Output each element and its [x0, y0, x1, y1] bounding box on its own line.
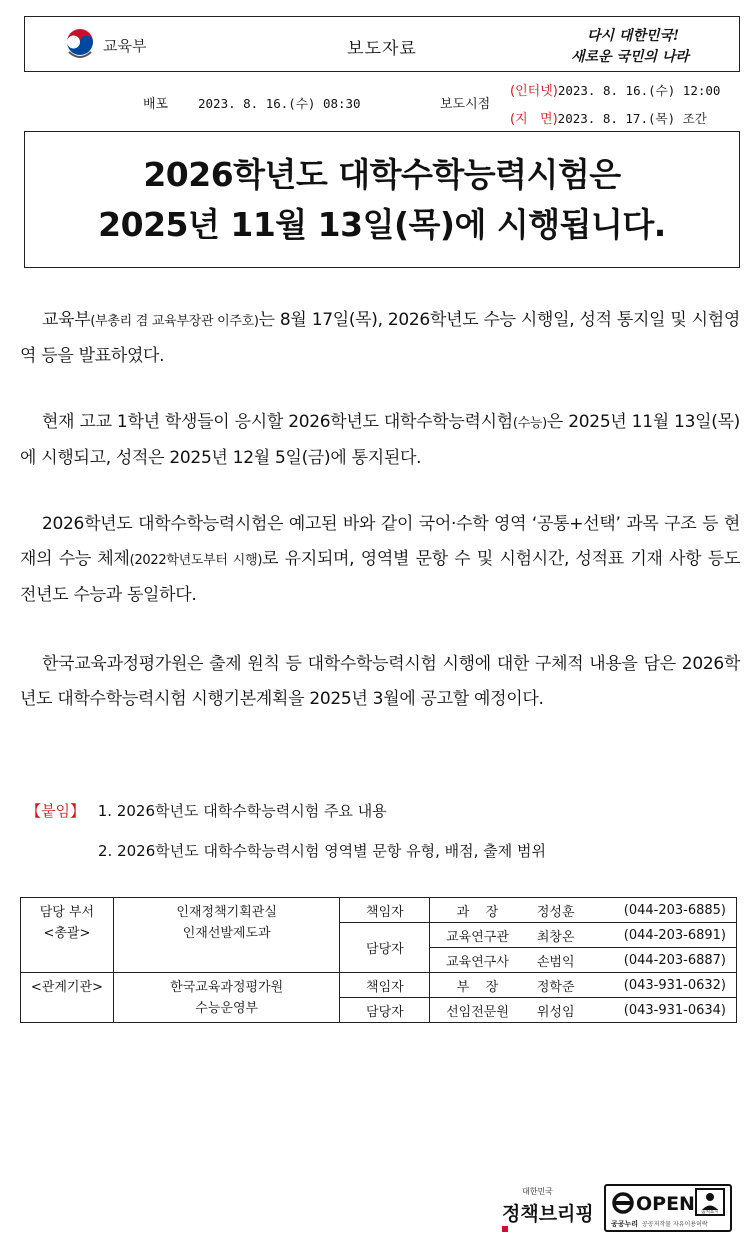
name-cell: 최창온	[525, 923, 587, 948]
role-cell: 담당자	[340, 923, 430, 973]
p3-text-b: 로 유지되며, 영역별 문항 수 및 시험시간, 성적표 기재 사항 등도 전년도 수능과 동일하다.	[20, 549, 740, 605]
p3-text-small: (2022학년도부터 시행)	[129, 553, 263, 568]
p1-text-a: 교육부	[42, 310, 91, 330]
attachment-item-2	[98, 840, 546, 861]
attachment-label: 【붙임】	[26, 802, 85, 820]
p2-text-a: 현재 고교 1학년 학생들이 응시할 2026학년도 대학수학능력시험	[42, 412, 513, 432]
person-icon	[706, 1193, 714, 1201]
distribution-value: 2023. 8. 16.(수) 08:30	[198, 96, 361, 111]
dept-name-1: 인재정책기획관실	[176, 905, 277, 920]
p2-text-small: (수능)	[512, 416, 547, 431]
headline-line-2: 2025년 11월 13일(목)에 시행됩니다.	[98, 204, 666, 244]
p1-text-b: 는 8월 17일(목), 2026학년도 수능 시행일, 성적 통지일 및 시험영역 등을 발표하였다.	[20, 310, 740, 366]
dept-name-cell	[113, 898, 340, 973]
report-time-label: 보도시점	[440, 97, 491, 112]
dept-label-2: <총괄>	[43, 926, 91, 941]
headline-line-1: 2026학년도 대학수학능력시험은	[143, 154, 621, 194]
title-cell: 교육연구사	[430, 948, 525, 973]
name-cell: 위성임	[525, 998, 587, 1023]
table-row	[21, 898, 737, 923]
press-release-header	[24, 16, 740, 72]
slogan-calligraphy	[559, 21, 719, 67]
policy-briefing-logo	[500, 1184, 600, 1234]
attachment-1-text: 1. 2026학년도 대학수학능력시험 주요 내용	[97, 802, 387, 820]
org-name-2: 수능운영부	[195, 1001, 259, 1016]
internet-release-row	[510, 80, 720, 99]
p1-text-small: (부총리 겸 교육부장관 이주호)	[90, 314, 259, 329]
name-cell: 정성훈	[525, 898, 587, 923]
p3-text-a: 2026학년도 대학수학능력시험은 예고된 바와 같이 국어·수학 영역 ‘공통+선택’ 과목 구조 등 현재의 수능 체제	[20, 514, 740, 569]
org-name-1: 한국교육과정평가원	[170, 980, 284, 995]
role-cell: 담당자	[340, 998, 430, 1023]
org-label-cell: <관계기관>	[21, 973, 114, 1023]
open-text: OPEN	[636, 1193, 695, 1215]
document-type: 보도자료	[347, 39, 417, 59]
p2-text-b: 은 2025년 11월 13일(목)에 시행되고, 성적은 2025년 12월 5일(금)에 통지된다.	[20, 412, 740, 468]
table-row	[21, 973, 737, 998]
dept-name-2: 인재선발제도과	[182, 926, 271, 941]
title-cell: 교육연구관	[430, 923, 525, 948]
paragraph-1	[20, 303, 740, 374]
paper-release-row	[510, 108, 707, 127]
release-dates	[0, 78, 755, 128]
org-name-cell	[113, 973, 340, 1023]
role-cell: 책임자	[340, 973, 430, 998]
dept-label-1: 담당 부서	[39, 905, 95, 920]
slogan-line-2: 새로운 국민의 나라	[571, 49, 689, 65]
phone-cell: (044-203-6885)	[587, 898, 737, 923]
paragraph-2	[20, 405, 740, 476]
open-desc-text: 공공저작물 자유이용허락	[642, 1221, 708, 1228]
name-cell: 정학준	[525, 973, 587, 998]
internet-label: (인터넷)	[510, 84, 558, 99]
briefing-small-text: 대한민국	[522, 1187, 553, 1196]
attachment-2-text: 2. 2026학년도 대학수학능력시험 영역별 문항 유형, 배점, 출제 범위	[98, 842, 546, 860]
ministry-name: 교육부	[103, 36, 147, 55]
headline-box	[24, 131, 740, 268]
contact-table	[20, 897, 737, 1023]
phone-cell: (043-931-0634)	[587, 998, 737, 1023]
open-badge-graphic	[606, 1186, 730, 1230]
paper-value: 2023. 8. 17.(목) 조간	[557, 111, 707, 126]
phone-cell: (043-931-0632)	[587, 973, 737, 998]
phone-cell: (044-203-6891)	[587, 923, 737, 948]
phone-cell: (044-203-6887)	[587, 948, 737, 973]
kogl-open-badge	[604, 1184, 732, 1232]
slogan-line-1: 다시 대한민국!	[587, 28, 680, 44]
paper-label: (지 면)	[510, 112, 558, 127]
briefing-main-text: 정책브리핑	[502, 1203, 594, 1225]
open-attribution-text: 출처표시	[701, 1210, 719, 1215]
title-cell: 선임전문원	[430, 998, 525, 1023]
internet-value: 2023. 8. 16.(수) 12:00	[557, 83, 721, 98]
paragraph-4: 한국교육과정평가원은 출제 원칙 등 대학수학능력시험 시행에 대한 구체적 내용을 담은 2026학년도 대학수학능력시험 시행기본계획을 2025년 3월에 공고할 예정이다.	[20, 654, 740, 709]
title-cell: 과 장	[430, 898, 525, 923]
role-cell: 책임자	[340, 898, 430, 923]
title-cell: 부 장	[430, 973, 525, 998]
paragraph-3	[20, 507, 740, 613]
dept-label-cell	[21, 898, 114, 973]
open-sub-text: 공공누리	[611, 1220, 639, 1228]
distribution-label: 배포	[143, 97, 169, 112]
attachment-item-1	[26, 800, 387, 821]
name-cell: 손범익	[525, 948, 587, 973]
